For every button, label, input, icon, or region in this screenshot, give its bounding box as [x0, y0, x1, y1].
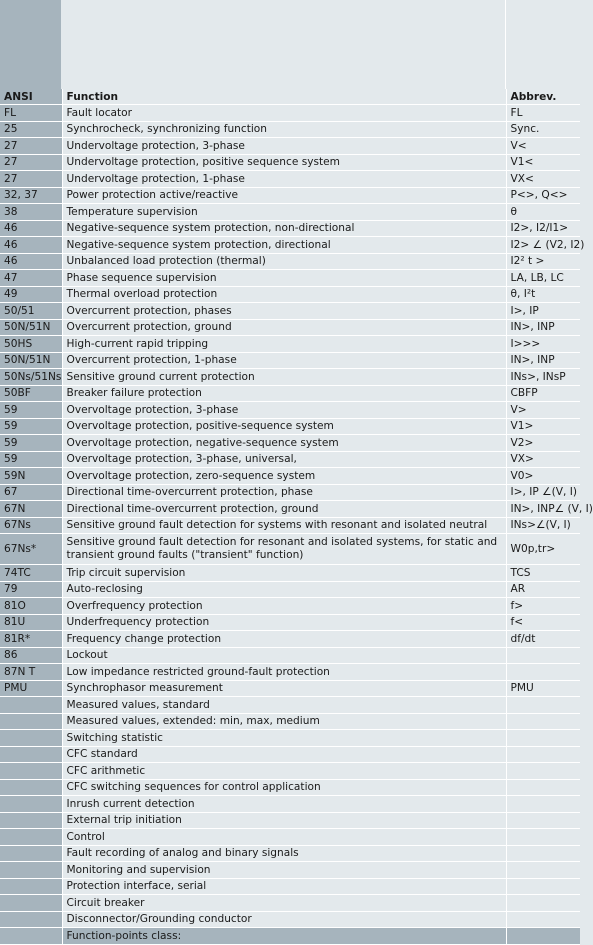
- ansi-cell: [0, 763, 62, 780]
- table-row: [0, 680, 580, 697]
- ansi-cell: [0, 812, 62, 829]
- table-row: [0, 796, 580, 813]
- abbrev-cell: IN>, INP∠ (V, I): [506, 501, 580, 518]
- abbrev-cell: [506, 664, 580, 681]
- function-cell: Fault recording of analog and binary signals: [62, 845, 506, 862]
- ansi-cell: 46: [0, 253, 62, 270]
- abbrev-column-band: [506, 0, 580, 90]
- ansi-cell: 86: [0, 647, 62, 664]
- table-row: [0, 187, 580, 204]
- table-row: [0, 303, 580, 320]
- table-row: [0, 598, 580, 615]
- ansi-cell: 81U: [0, 614, 62, 631]
- table-row: [0, 845, 580, 862]
- function-cell: CFC arithmetic: [62, 763, 506, 780]
- abbrev-cell: [506, 713, 580, 730]
- ansi-cell: [0, 829, 62, 846]
- function-cell: Switching statistic: [62, 730, 506, 747]
- function-cell: Overcurrent protection, phases: [62, 303, 506, 320]
- abbrev-cell: Sync.: [506, 121, 580, 138]
- ansi-cell: [0, 713, 62, 730]
- function-cell: Overfrequency protection: [62, 598, 506, 615]
- function-table: [0, 89, 593, 945]
- function-cell: CFC standard: [62, 746, 506, 763]
- table-row: [0, 534, 580, 565]
- abbrev-cell: IN>, INP: [506, 319, 580, 336]
- abbrev-cell: I>, IP ∠(V, I): [506, 484, 580, 501]
- ansi-cell: [0, 730, 62, 747]
- table-row: [0, 138, 580, 155]
- abbrev-cell: θ: [506, 204, 580, 221]
- ansi-cell: 46: [0, 237, 62, 254]
- ansi-cell: 27: [0, 138, 62, 155]
- table-row: [0, 713, 580, 730]
- table-row: [0, 565, 580, 582]
- abbrev-cell: [506, 796, 580, 813]
- function-cell: Disconnector/Grounding conductor: [62, 911, 506, 928]
- function-cell: Undervoltage protection, positive sequence system: [62, 154, 506, 171]
- table-row: [0, 402, 580, 419]
- ansi-cell: 59: [0, 402, 62, 419]
- abbrev-cell: I>>>: [506, 336, 580, 353]
- table-row: [0, 270, 580, 287]
- ansi-cell: 38: [0, 204, 62, 221]
- ansi-cell: 67Ns: [0, 517, 62, 534]
- abbrev-cell: FL: [506, 105, 580, 122]
- header-abbrev: Abbrev.: [506, 89, 580, 105]
- table-row: [0, 220, 580, 237]
- ansi-cell: 50Ns/51Ns: [0, 369, 62, 386]
- ansi-cell: [0, 697, 62, 714]
- ansi-cell: [0, 845, 62, 862]
- table-row: [0, 286, 580, 303]
- function-cell: Measured values, standard: [62, 697, 506, 714]
- ansi-cell: [0, 746, 62, 763]
- table-row: [0, 451, 580, 468]
- table-row: [0, 862, 580, 879]
- abbrev-cell: [506, 911, 580, 928]
- abbrev-cell: LA, LB, LC: [506, 270, 580, 287]
- ansi-cell: 50BF: [0, 385, 62, 402]
- table-row: [0, 237, 580, 254]
- ansi-cell: 49: [0, 286, 62, 303]
- table-row: [0, 435, 580, 452]
- function-cell: Directional time-overcurrent protection, phase: [62, 484, 506, 501]
- abbrev-cell: I2>, I2/I1>: [506, 220, 580, 237]
- ansi-cell: FL: [0, 105, 62, 122]
- ansi-cell: 59: [0, 451, 62, 468]
- ansi-cell: 50/51: [0, 303, 62, 320]
- abbrev-cell: f>: [506, 598, 580, 615]
- footer-abbrev: [506, 928, 580, 945]
- function-cell: Directional time-overcurrent protection, ground: [62, 501, 506, 518]
- table-footer-row: [0, 928, 580, 945]
- function-cell: Overcurrent protection, ground: [62, 319, 506, 336]
- abbrev-cell: INs>∠(V, I): [506, 517, 580, 534]
- abbrev-cell: [506, 746, 580, 763]
- table-row: [0, 501, 580, 518]
- function-cell: Fault locator: [62, 105, 506, 122]
- abbrev-cell: I>, IP: [506, 303, 580, 320]
- table-row: [0, 484, 580, 501]
- function-cell: Synchrophasor measurement: [62, 680, 506, 697]
- abbrev-cell: [506, 779, 580, 796]
- table-row: [0, 468, 580, 485]
- table-row: [0, 664, 580, 681]
- ansi-cell: 47: [0, 270, 62, 287]
- table-row: [0, 614, 580, 631]
- table-row: [0, 121, 580, 138]
- table-row: [0, 319, 580, 336]
- function-cell: Overvoltage protection, positive-sequence system: [62, 418, 506, 435]
- abbrev-cell: [506, 697, 580, 714]
- table-row: [0, 385, 580, 402]
- function-cell: Breaker failure protection: [62, 385, 506, 402]
- ansi-cell: 50HS: [0, 336, 62, 353]
- table-row: [0, 829, 580, 846]
- function-cell: Measured values, extended: min, max, medium: [62, 713, 506, 730]
- function-cell: Overvoltage protection, 3-phase, universal,: [62, 451, 506, 468]
- table-row: [0, 779, 580, 796]
- function-cell: Auto-reclosing: [62, 581, 506, 598]
- ansi-cell: PMU: [0, 680, 62, 697]
- ansi-cell: [0, 895, 62, 912]
- table-row: [0, 895, 580, 912]
- table-row: [0, 746, 580, 763]
- table-row: [0, 154, 580, 171]
- function-cell: External trip initiation: [62, 812, 506, 829]
- table-row: [0, 336, 580, 353]
- ansi-cell: 81O: [0, 598, 62, 615]
- table-body: [0, 105, 593, 928]
- function-cell: Overvoltage protection, zero-sequence system: [62, 468, 506, 485]
- abbrev-cell: [506, 829, 580, 846]
- table-row: [0, 730, 580, 747]
- table-row: [0, 697, 580, 714]
- abbrev-cell: VX<: [506, 171, 580, 188]
- abbrev-cell: I2² t >: [506, 253, 580, 270]
- table-row: [0, 253, 580, 270]
- abbrev-cell: I2> ∠ (V2, I2): [506, 237, 580, 254]
- abbrev-cell: [506, 763, 580, 780]
- table-row: [0, 105, 580, 122]
- abbrev-cell: IN>, INP: [506, 352, 580, 369]
- ansi-cell: 50N/51N: [0, 352, 62, 369]
- header-ansi: ANSI: [0, 89, 62, 105]
- table-row: [0, 418, 580, 435]
- function-cell: Circuit breaker: [62, 895, 506, 912]
- abbrev-cell: V1>: [506, 418, 580, 435]
- abbrev-cell: PMU: [506, 680, 580, 697]
- function-cell: Synchrocheck, synchronizing function: [62, 121, 506, 138]
- abbrev-cell: V0>: [506, 468, 580, 485]
- header-function: Function: [62, 89, 506, 105]
- function-cell: Negative-sequence system protection, directional: [62, 237, 506, 254]
- abbrev-cell: V<: [506, 138, 580, 155]
- table-row: [0, 517, 580, 534]
- abbrev-cell: [506, 862, 580, 879]
- abbrev-cell: [506, 845, 580, 862]
- function-cell: Undervoltage protection, 1-phase: [62, 171, 506, 188]
- abbrev-cell: [506, 812, 580, 829]
- table-header-row: [0, 89, 580, 105]
- function-cell: CFC switching sequences for control application: [62, 779, 506, 796]
- ansi-cell: 74TC: [0, 565, 62, 582]
- ansi-cell: 59N: [0, 468, 62, 485]
- abbrev-cell: [506, 730, 580, 747]
- ansi-cell: 27: [0, 171, 62, 188]
- abbrev-cell: V>: [506, 402, 580, 419]
- function-cell: Sensitive ground current protection: [62, 369, 506, 386]
- abbrev-cell: V1<: [506, 154, 580, 171]
- abbrev-cell: CBFP: [506, 385, 580, 402]
- ansi-cell: 27: [0, 154, 62, 171]
- function-cell: Overvoltage protection, 3-phase: [62, 402, 506, 419]
- function-cell: Underfrequency protection: [62, 614, 506, 631]
- abbrev-cell: [506, 895, 580, 912]
- function-cell: Monitoring and supervision: [62, 862, 506, 879]
- table-row: [0, 647, 580, 664]
- abbrev-cell: AR: [506, 581, 580, 598]
- function-cell: Sensitive ground fault detection for resonant and isolated systems, for static and transient ground faults ("transient" function): [62, 534, 506, 565]
- function-cell: Control: [62, 829, 506, 846]
- ansi-cell: 81R*: [0, 631, 62, 648]
- abbrev-cell: INs>, INsP: [506, 369, 580, 386]
- ansi-cell: [0, 796, 62, 813]
- function-cell: Undervoltage protection, 3-phase: [62, 138, 506, 155]
- abbrev-cell: V2>: [506, 435, 580, 452]
- function-cell: Thermal overload protection: [62, 286, 506, 303]
- function-cell: Inrush current detection: [62, 796, 506, 813]
- table-row: [0, 352, 580, 369]
- function-cell: Trip circuit supervision: [62, 565, 506, 582]
- function-cell: Frequency change protection: [62, 631, 506, 648]
- function-cell: Overcurrent protection, 1-phase: [62, 352, 506, 369]
- table-row: [0, 812, 580, 829]
- abbrev-cell: TCS: [506, 565, 580, 582]
- abbrev-cell: W0p,tr>: [506, 534, 580, 565]
- function-cell: Phase sequence supervision: [62, 270, 506, 287]
- ansi-cell: 25: [0, 121, 62, 138]
- function-cell: Negative-sequence system protection, non-directional: [62, 220, 506, 237]
- function-cell: Sensitive ground fault detection for systems with resonant and isolated neutral: [62, 517, 506, 534]
- ansi-cell: 50N/51N: [0, 319, 62, 336]
- table-row: [0, 581, 580, 598]
- table-row: [0, 369, 580, 386]
- ansi-cell: [0, 779, 62, 796]
- abbrev-cell: θ, I²t: [506, 286, 580, 303]
- ansi-cell: 79: [0, 581, 62, 598]
- function-cell: Low impedance restricted ground-fault protection: [62, 664, 506, 681]
- function-cell: Overvoltage protection, negative-sequence system: [62, 435, 506, 452]
- function-cell: Lockout: [62, 647, 506, 664]
- footer-function: Function-points class:: [62, 928, 506, 945]
- footer-ansi: [0, 928, 62, 945]
- ansi-cell: 67Ns*: [0, 534, 62, 565]
- ansi-column-band: [0, 0, 61, 90]
- abbrev-cell: df/dt: [506, 631, 580, 648]
- function-cell: Unbalanced load protection (thermal): [62, 253, 506, 270]
- abbrev-cell: f<: [506, 614, 580, 631]
- ansi-cell: 87N T: [0, 664, 62, 681]
- function-column-band: [62, 0, 505, 90]
- ansi-cell: [0, 878, 62, 895]
- function-cell: Protection interface, serial: [62, 878, 506, 895]
- ansi-cell: [0, 862, 62, 879]
- function-cell: Temperature supervision: [62, 204, 506, 221]
- ansi-cell: 46: [0, 220, 62, 237]
- ansi-cell: 59: [0, 418, 62, 435]
- abbrev-cell: P<>, Q<>: [506, 187, 580, 204]
- table-top-band: [0, 0, 580, 90]
- function-cell: High-current rapid tripping: [62, 336, 506, 353]
- function-cell: Power protection active/reactive: [62, 187, 506, 204]
- ansi-cell: 32, 37: [0, 187, 62, 204]
- table-row: [0, 878, 580, 895]
- table-row: [0, 171, 580, 188]
- table-row: [0, 631, 580, 648]
- abbrev-cell: [506, 647, 580, 664]
- abbrev-cell: VX>: [506, 451, 580, 468]
- ansi-cell: 67N: [0, 501, 62, 518]
- ansi-cell: 67: [0, 484, 62, 501]
- ansi-cell: [0, 911, 62, 928]
- table-row: [0, 763, 580, 780]
- ansi-cell: 59: [0, 435, 62, 452]
- table-row: [0, 911, 580, 928]
- abbrev-cell: [506, 878, 580, 895]
- table-row: [0, 204, 580, 221]
